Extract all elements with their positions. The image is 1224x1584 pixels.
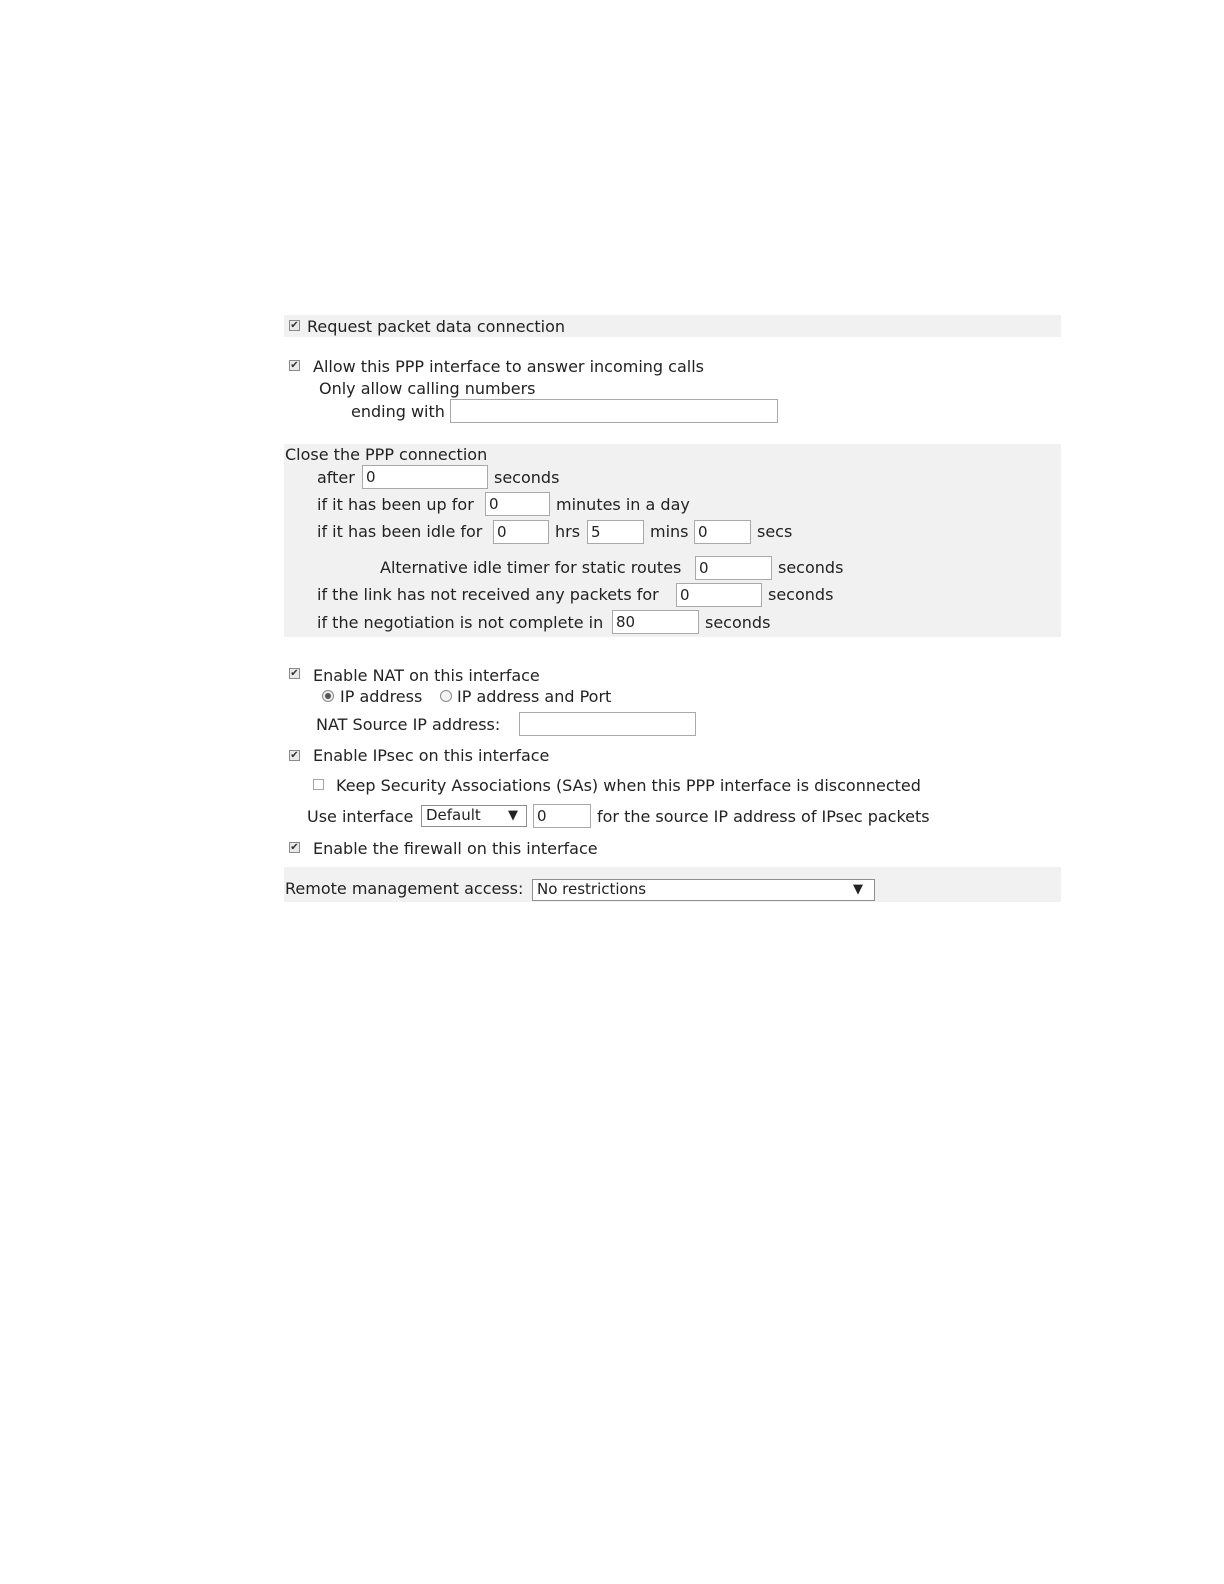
negotiation-label: if the negotiation is not complete in [317, 613, 604, 632]
radio-ip-address-label: IP address [340, 687, 423, 706]
ending-with-label: ending with [351, 402, 445, 421]
nat-checkbox[interactable] [289, 668, 300, 679]
negotiation-unit: seconds [705, 613, 771, 632]
no-packets-label: if the link has not received any packets for [317, 585, 659, 604]
keep-sa-checkbox[interactable] [313, 779, 324, 790]
idle-mins-input[interactable]: 5 [587, 520, 644, 544]
up-for-unit: minutes in a day [556, 495, 690, 514]
radio-selected-dot [325, 693, 331, 699]
chevron-down-icon: ▼ [508, 808, 518, 823]
checkmark-icon: ✔ [290, 842, 299, 853]
no-packets-input[interactable]: 0 [676, 583, 762, 607]
chevron-down-icon: ▼ [853, 882, 863, 897]
no-packets-unit: seconds [768, 585, 834, 604]
idle-secs-input[interactable]: 0 [694, 520, 751, 544]
up-for-input[interactable]: 0 [485, 492, 550, 516]
after-label: after [317, 468, 355, 487]
radio-ip-address[interactable] [322, 690, 334, 702]
ipsec-checkbox[interactable] [289, 750, 300, 761]
radio-ip-address-port[interactable] [440, 690, 452, 702]
after-unit: seconds [494, 468, 560, 487]
negotiation-input[interactable]: 80 [612, 610, 699, 634]
firewall-label: Enable the firewall on this interface [313, 839, 598, 858]
keep-sa-label: Keep Security Associations (SAs) when this PPP interface is disconnected [336, 776, 921, 795]
idle-label: if it has been idle for [317, 522, 483, 541]
ipsec-label: Enable IPsec on this interface [313, 746, 550, 765]
alt-idle-unit: seconds [778, 558, 844, 577]
alt-idle-input[interactable]: 0 [695, 556, 772, 580]
idle-mins-unit: mins [650, 522, 689, 541]
checkmark-icon: ✔ [290, 668, 299, 679]
only-allow-label: Only allow calling numbers [319, 379, 536, 398]
alt-idle-label: Alternative idle timer for static routes [380, 558, 682, 577]
radio-ip-address-port-label: IP address and Port [457, 687, 612, 706]
idle-hrs-input[interactable]: 0 [493, 520, 549, 544]
source-ip-suffix: for the source IP address of IPsec packets [597, 807, 930, 826]
close-connection-heading: Close the PPP connection [285, 445, 488, 464]
remote-management-select[interactable] [532, 879, 875, 901]
checkmark-icon: ✔ [290, 320, 299, 331]
nat-source-label: NAT Source IP address: [316, 715, 501, 734]
remote-management-value: No restrictions [537, 880, 647, 898]
up-for-label: if it has been up for [317, 495, 474, 514]
remote-management-label: Remote management access: [285, 879, 524, 898]
firewall-checkbox[interactable] [289, 842, 300, 853]
checkmark-icon: ✔ [290, 750, 299, 761]
idle-secs-unit: secs [757, 522, 793, 541]
nat-source-input[interactable] [519, 712, 696, 736]
use-interface-label: Use interface [307, 807, 414, 826]
nat-label: Enable NAT on this interface [313, 666, 540, 685]
interface-number-input[interactable]: 0 [533, 804, 591, 828]
answer-calls-label: Allow this PPP interface to answer incoming calls [313, 357, 704, 376]
packet-data-label: Request packet data connection [307, 317, 566, 336]
answer-calls-checkbox[interactable] [289, 360, 300, 371]
after-input[interactable]: 0 [362, 465, 488, 489]
ending-with-input[interactable] [450, 399, 778, 423]
interface-select-value: Default [426, 806, 481, 824]
packet-data-checkbox[interactable] [289, 320, 300, 331]
checkmark-icon: ✔ [290, 360, 299, 371]
idle-hrs-unit: hrs [555, 522, 581, 541]
interface-select[interactable] [421, 805, 527, 827]
